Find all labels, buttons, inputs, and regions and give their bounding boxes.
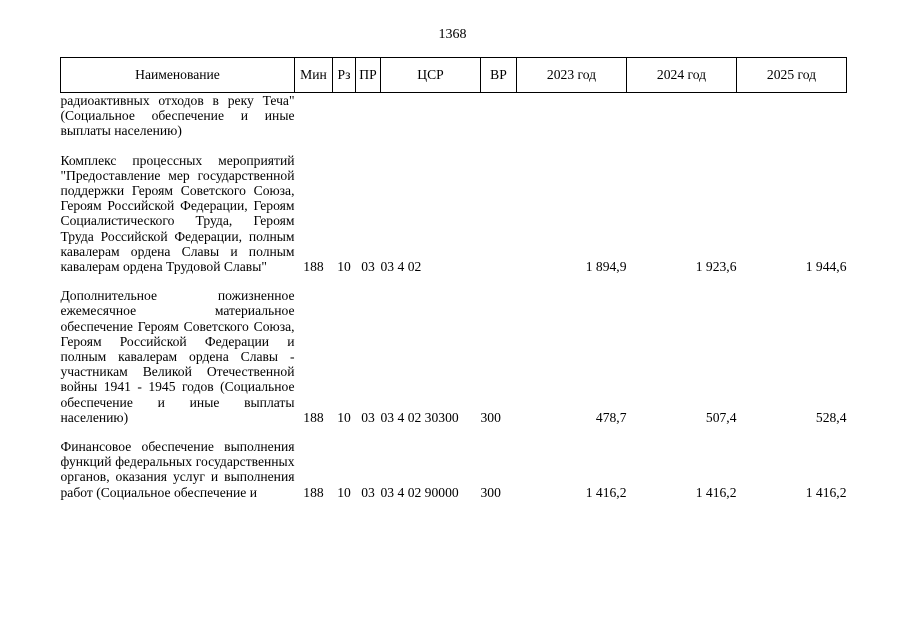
table-row (61, 93, 847, 139)
row-vr: 300 (480, 484, 501, 500)
row-2024: 507,4 (705, 409, 737, 425)
row-spacer (61, 425, 847, 439)
row-2023: 1 416,2 (585, 484, 627, 500)
row-vr (481, 93, 517, 139)
table-header-row (61, 58, 847, 93)
row-2024: 1 923,6 (695, 259, 737, 275)
row-spacer (61, 274, 847, 288)
header-2023: 2023 год (517, 58, 627, 93)
header-vr: ВР (481, 58, 517, 93)
row-name: радиоактивных отходов в реку Теча" (Социальное обеспечение и иные выплаты населению) (60, 93, 295, 139)
header-name: Наименование (61, 58, 295, 93)
header-2025: 2025 год (737, 58, 847, 93)
row-2025: 528,4 (815, 409, 847, 425)
row-name: Финансовое обеспечение выполнения функций федеральных государственных органов, оказания услуг и выполнения работ (Социальное обеспечение и (60, 439, 295, 500)
header-pr: ПР (356, 58, 381, 93)
header-csr: ЦСР (381, 58, 481, 93)
table-row (61, 288, 847, 425)
row-csr (381, 93, 481, 139)
row-2023: 478,7 (595, 409, 627, 425)
row-min (295, 93, 333, 139)
row-min: 188 (303, 484, 324, 500)
table-row (61, 153, 847, 275)
row-pr: 03 (361, 409, 375, 425)
row-pr: 03 (361, 259, 375, 275)
row-min: 188 (303, 409, 324, 425)
page-number: 1368 (438, 27, 467, 42)
row-name: Комплекс процессных мероприятий "Предоставление мер государственной поддержки Героям Советского Союза, Героям Российской Федерации, Героям Социалистического Труда, Героям Труда Российской Федерации, полным кавалерам ордена Славы и полным кавалерам ордена Трудовой Славы" (60, 152, 295, 275)
row-2024 (627, 93, 737, 139)
header-min: Мин (295, 58, 333, 93)
row-vr: 300 (480, 409, 501, 425)
row-2025: 1 416,2 (805, 484, 847, 500)
header-rz: Рз (333, 58, 356, 93)
row-rz: 10 (337, 409, 351, 425)
row-csr: 03 4 02 90000 (380, 484, 459, 500)
row-pr (356, 93, 381, 139)
row-csr: 03 4 02 (380, 259, 422, 275)
row-min: 188 (303, 259, 324, 275)
row-rz: 10 (337, 259, 351, 275)
row-2025 (737, 93, 847, 139)
budget-table (60, 57, 847, 500)
row-spacer (61, 139, 847, 153)
row-rz (333, 93, 356, 139)
header-2024: 2024 год (627, 58, 737, 93)
row-name: Дополнительное пожизненное ежемесячное материальное обеспечение Героям Советского Союза, Героям Российской Федерации и полным кавалерам ордена Славы - участникам Великой Отечественной войны 1941 - 1945 годов (Социальное обеспечение и иные выплаты населению) (60, 288, 295, 425)
row-vr (481, 153, 517, 275)
row-2025: 1 944,6 (805, 259, 847, 275)
row-csr: 03 4 02 30300 (380, 409, 459, 425)
table-row (61, 439, 847, 500)
row-pr: 03 (361, 484, 375, 500)
row-2023 (517, 93, 627, 139)
row-2023: 1 894,9 (585, 259, 627, 275)
row-rz: 10 (337, 484, 351, 500)
row-2024: 1 416,2 (695, 484, 737, 500)
